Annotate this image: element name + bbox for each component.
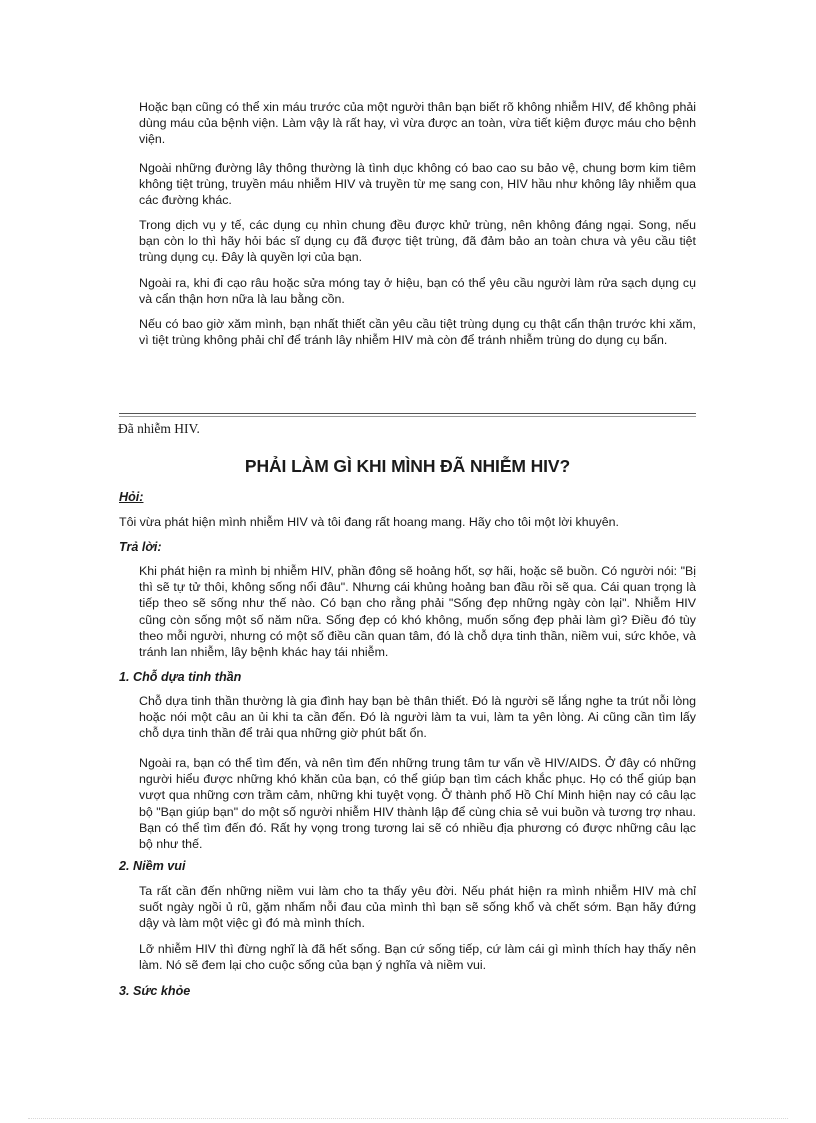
- divider-line: [119, 416, 696, 417]
- intro-paragraph: Ngoài ra, khi đi cạo râu hoặc sửa móng tay ở hiệu, bạn có thể yêu cầu người làm rửa sạch dụng cụ và cẩn thận hơn nữa là lau bằng cồn.: [139, 276, 696, 307]
- question-text: Tôi vừa phát hiện mình nhiễm HIV và tôi đang rất hoang mang. Hãy cho tôi một lời khuyên.: [119, 515, 619, 529]
- section-paragraph: Lỡ nhiễm HIV thì đừng nghĩ là đã hết sống. Bạn cứ sống tiếp, cứ làm cái gì mình thích hay thấy nên làm. Nó sẽ đem lại cho cuộc sống của bạn ý nghĩa và niềm vui.: [139, 942, 696, 973]
- intro-paragraph: Nếu có bao giờ xăm mình, bạn nhất thiết cần yêu cầu tiệt trùng dụng cụ thật cẩn thận trước khi xăm, vì tiệt trùng không phải chỉ để tránh lây nhiễm HIV mà còn để tránh nhiễm trùng do dụng cụ bẩn.: [139, 317, 696, 348]
- answer-intro: Khi phát hiện ra mình bị nhiễm HIV, phần đông sẽ hoảng hốt, sợ hãi, hoặc sẽ buồn. Có người nói: "Bị thì sẽ tự tử thôi, không sống nổi đâu". Nhưng cái khủng hoảng ban đầu rồi sẽ qua. Cái quan trọng là tiếp theo sẽ sống như thế nào. Có bạn cho rằng phải "Sống đẹp những ngày còn lại". Nhiễm HIV cũng còn sống một số năm nữa. Sống đẹp có khó không, muốn sống đẹp phải làm gì? Điều đó tùy theo mỗi người, nhưng có một số điều cần quan tâm, đó là chỗ dựa tinh thần, niềm vui, sức khỏe, và tránh lan nhiễm, lây bệnh khác hay tái nhiễm.: [139, 564, 696, 660]
- section-paragraph: Ta rất cần đến những niềm vui làm cho ta thấy yêu đời. Nếu phát hiện ra mình nhiễm HIV mà chỉ suốt ngày ngồi ủ rũ, gặm nhấm nỗi đau của mình thì bạn sẽ sống khổ và chết sớm. Bạn hãy đứng dậy và làm một việc gì đó mà mình thích.: [139, 884, 696, 931]
- section-heading: 3. Sức khỏe: [119, 984, 191, 998]
- intro-paragraph: Trong dịch vụ y tế, các dụng cụ nhìn chung đều được khử trùng, nên không đáng ngại. Song, nếu bạn còn lo thì hãy hỏi bác sĩ dụng cụ đã được tiệt trùng, đã đảm bảo an toàn chưa và yêu cầu tiệt trùng dụng cụ. Đây là quyền lợi của bạn.: [139, 218, 696, 265]
- section-paragraph: Ngoài ra, bạn có thể tìm đến, và nên tìm đến những trung tâm tư vấn về HIV/AIDS. Ở đây có những người hiểu được những khó khăn của bạn, có thể giúp bạn tìm cách khắc phục. Họ có thể giúp bạn vượt qua những cơn trầm cảm, những khi tuyệt vọng. Ở thành phố Hồ Chí Minh hiện nay có câu lạc bộ "Bạn giúp bạn" do một số người nhiễm HIV thành lập để cùng chia sẻ vui buồn và tương trợ nhau. Bạn có thể tìm đến đó. Rất hy vọng trong tương lai sẽ có nhiều địa phương có được những câu lạc bộ như thế.: [139, 756, 696, 852]
- divider-line: [119, 413, 696, 414]
- intro-paragraph: Ngoài những đường lây thông thường là tình dục không có bao cao su bảo vệ, chung bơm kim tiêm không tiệt trùng, truyền máu nhiễm HIV và truyền từ mẹ sang con, HIV hầu như không lây nhiễm qua các đường khác.: [139, 161, 696, 208]
- page-bottom-border: [28, 1118, 788, 1119]
- section-heading: 2. Niềm vui: [119, 859, 186, 873]
- section-paragraph: Chỗ dựa tinh thần thường là gia đình hay bạn bè thân thiết. Đó là người sẽ lắng nghe ta trút nỗi lòng hoặc nói một câu an ủi khi ta cần đến. Đó là người làm ta vui, làm ta yên lòng. Ai cũng cần tìm lấy chỗ dựa tinh thần để trải qua những giờ phút bất ổn.: [139, 694, 696, 741]
- question-label: Hỏi:: [119, 490, 144, 504]
- intro-paragraph: Hoặc bạn cũng có thể xin máu trước của một người thân bạn biết rõ không nhiễm HIV, để không phải dùng máu của bệnh viện. Làm vậy là rất hay, vì vừa được an toàn, vừa tiết kiệm được máu cho bệnh viện.: [139, 100, 696, 147]
- category-label: Đã nhiễm HIV.: [118, 421, 200, 436]
- article-title: PHẢI LÀM GÌ KHI MÌNH ĐÃ NHIỄM HIV?: [244, 456, 571, 476]
- section-heading: 1. Chỗ dựa tinh thần: [119, 670, 242, 684]
- answer-label: Trả lời:: [119, 540, 162, 554]
